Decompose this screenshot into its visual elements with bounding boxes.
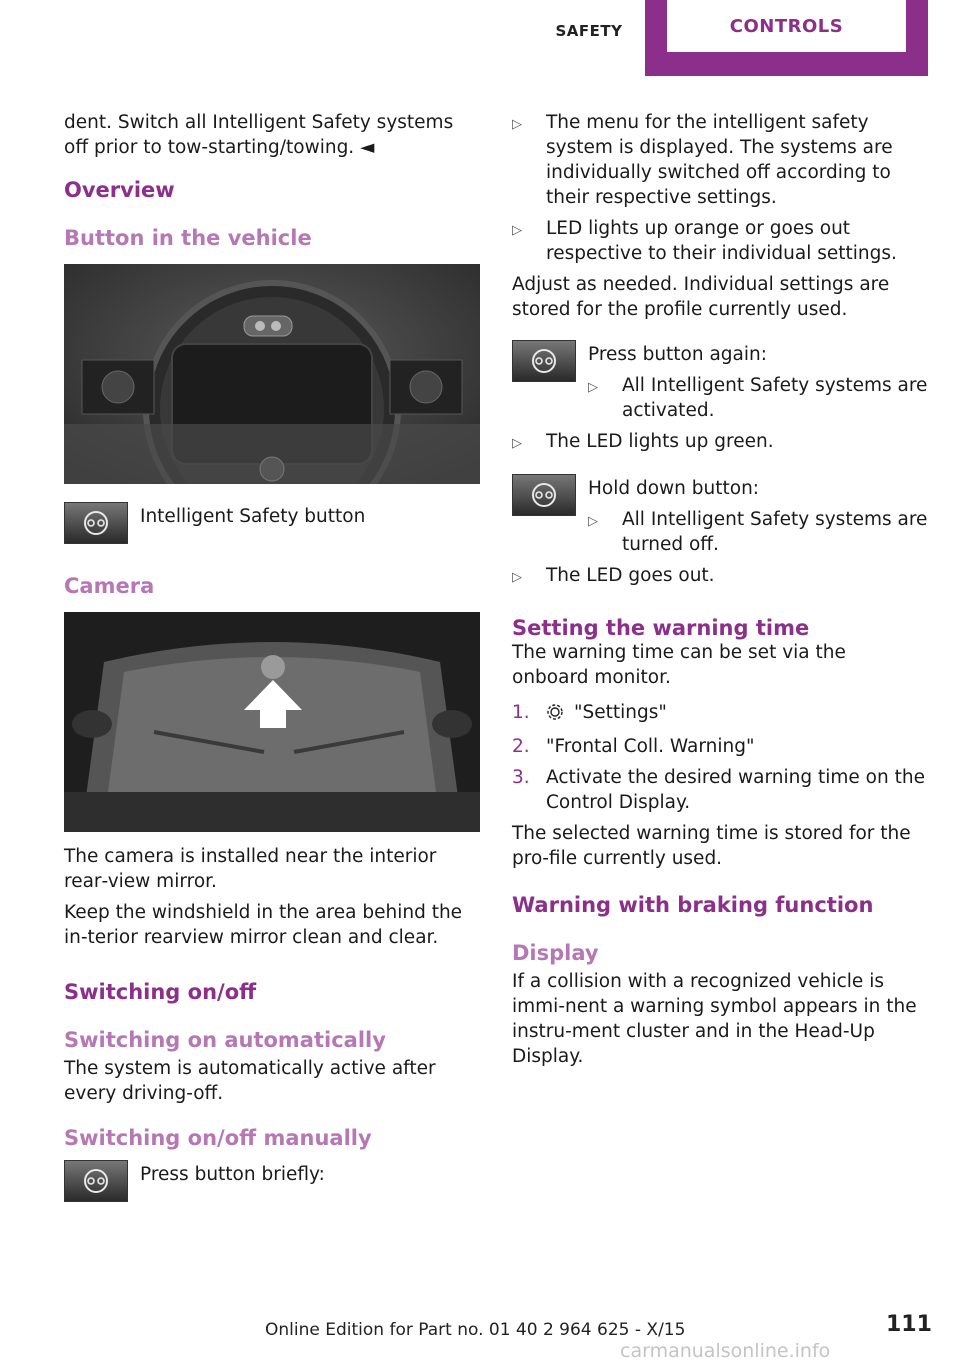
- footer-edition: Online Edition for Part no. 01 40 2 964 625 - X/15: [265, 1320, 686, 1340]
- list-item: ▷ The LED goes out.: [512, 563, 928, 590]
- list-item: ▷ All Intelligent Safety systems are activated.: [588, 375, 928, 421]
- dashboard-photo: [64, 264, 480, 484]
- list-item: 1. "Settings": [512, 700, 928, 728]
- camera-paragraph-1: The camera is installed near the interior rear‐view mirror.: [64, 846, 437, 892]
- intelligent-safety-button-icon: [512, 340, 576, 382]
- display-paragraph: If a collision with a recognized vehicle is immi‐nent a warning symbol appears in the instru‐ment cluster and in the Head-Up Display.: [512, 971, 917, 1067]
- list-item: ▷ LED lights up orange or goes out respective to their individual settings.: [512, 218, 897, 264]
- heading-switching-auto: Switching on automatically: [64, 1028, 386, 1052]
- list-item: 3. Activate the desired warning time on the Control Display.: [512, 767, 925, 813]
- right-column: [512, 110, 928, 1075]
- header-tab-label: CONTROLS: [667, 0, 906, 52]
- heading-button-in-vehicle: Button in the vehicle: [64, 226, 312, 250]
- triangle-bullet-icon: ▷: [512, 117, 522, 132]
- press-briefly-row: [64, 1160, 480, 1202]
- hold-down-text: Hold down button:: [588, 478, 760, 499]
- list-item: 2. "Frontal Coll. Warning": [512, 736, 755, 757]
- list-item: ▷ The LED lights up green.: [512, 429, 928, 456]
- triangle-bullet-icon: ▷: [588, 380, 598, 395]
- stored-paragraph: The selected warning time is stored for the pro‐file currently used.: [512, 823, 911, 869]
- left-column: [64, 110, 480, 1202]
- auto-paragraph: The system is automatically active after every driving-off.: [64, 1058, 436, 1104]
- heading-warning-time: Setting the warning time: [512, 616, 810, 640]
- end-mark-icon: ◄: [360, 137, 375, 158]
- intro-paragraph: dent. Switch all Intelligent Safety systems off prior to tow-starting/towing. ◄: [64, 112, 454, 158]
- triangle-bullet-icon: ▷: [512, 570, 522, 585]
- triangle-bullet-icon: ▷: [512, 223, 522, 238]
- heading-switching: Switching on/off: [64, 980, 257, 1004]
- list-item: ▷ The menu for the intelligent safety system is displayed. The systems are individually switched off according to their respective settings.: [512, 112, 893, 208]
- gear-icon: [546, 703, 564, 728]
- camera-paragraph-2: Keep the windshield in the area behind the in‐terior rearview mirror clean and clear.: [64, 902, 463, 948]
- heading-braking: Warning with braking function: [512, 893, 874, 917]
- intelligent-safety-button-icon: [64, 1160, 128, 1202]
- adjust-paragraph: Adjust as needed. Individual settings are stored for the profile currently used.: [512, 274, 890, 320]
- triangle-bullet-icon: ▷: [512, 436, 522, 451]
- windshield-camera-photo: [64, 612, 480, 832]
- heading-display: Display: [512, 941, 599, 965]
- hold-down-row: [512, 474, 928, 563]
- intelligent-safety-button-icon: [512, 474, 576, 516]
- warning-time-paragraph: The warning time can be set via the onboard monitor.: [512, 642, 846, 688]
- page-number: 111: [886, 1312, 932, 1337]
- watermark: carmanualsonline.info: [620, 1340, 831, 1362]
- intelligent-safety-button-icon: [64, 502, 128, 544]
- press-again-text: Press button again:: [588, 344, 767, 365]
- heading-camera: Camera: [64, 574, 155, 598]
- intelligent-safety-button-row: [64, 502, 480, 544]
- heading-switching-manual: Switching on/off manually: [64, 1126, 372, 1150]
- press-again-row: [512, 340, 928, 429]
- heading-overview: Overview: [64, 178, 175, 202]
- intelligent-safety-button-caption: Intelligent Safety button: [140, 506, 366, 527]
- press-briefly-text: Press button briefly:: [140, 1164, 325, 1185]
- list-item: ▷ All Intelligent Safety systems are turned off.: [588, 509, 928, 555]
- header-tab: [645, 0, 928, 76]
- triangle-bullet-icon: ▷: [588, 514, 598, 529]
- header-section-label: SAFETY: [555, 22, 623, 40]
